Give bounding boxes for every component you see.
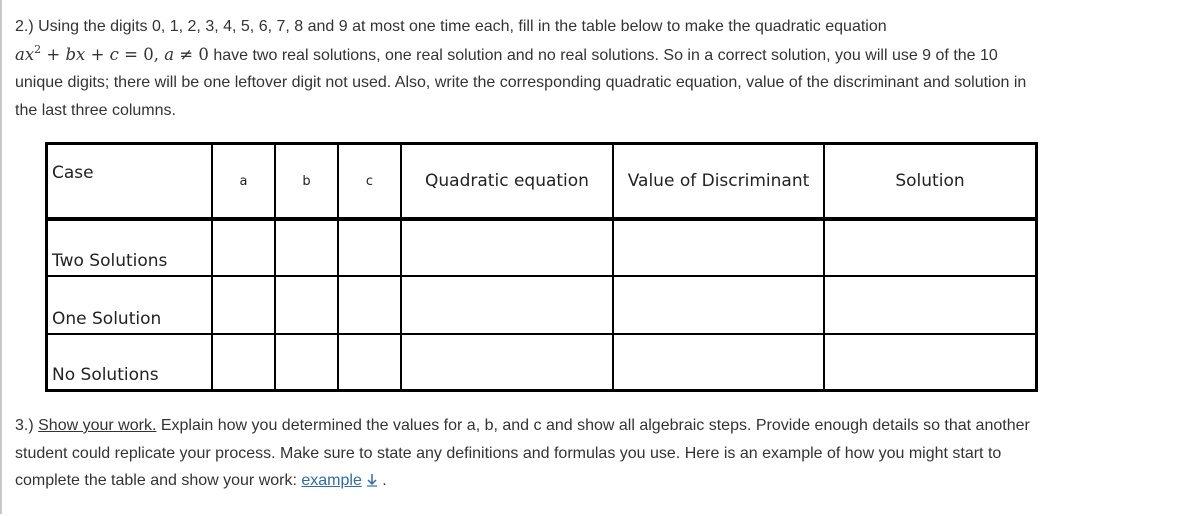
cell-c-none[interactable] — [338, 334, 401, 391]
question-2-line-4: the last three columns. — [15, 101, 176, 119]
question-3-line-3: complete the table and show your work: example . — [15, 467, 1175, 497]
cell-c-two[interactable] — [338, 219, 401, 276]
show-your-work-label: Show your work. — [38, 417, 157, 434]
row-case-one-solution: One Solution — [47, 276, 213, 334]
header-quadratic-equation: Quadratic equation — [401, 144, 613, 220]
cell-discriminant-two[interactable] — [613, 219, 824, 276]
cell-solution-none[interactable] — [824, 334, 1037, 391]
header-c: c — [338, 144, 401, 220]
cell-discriminant-none[interactable] — [613, 334, 824, 391]
question-3 — [15, 412, 1175, 497]
cell-c-one[interactable] — [338, 276, 401, 334]
header-a: a — [212, 144, 275, 220]
header-b: b — [275, 144, 338, 220]
header-case: Case — [47, 144, 213, 220]
question-3-line-2: student could replicate your process. Make sure to state any definitions and formulas you use. Here is an example of how you might start to — [15, 444, 1002, 462]
cut-off-next-line — [15, 504, 915, 516]
quadratic-formula: $ax^2$ + bx + c = 0, a ≠ 0 — [15, 42, 209, 64]
header-solution: Solution — [824, 144, 1037, 220]
example-link[interactable]: example — [301, 472, 362, 489]
answer-table — [45, 142, 1038, 392]
table-row — [47, 219, 1037, 276]
cell-solution-one[interactable] — [824, 276, 1037, 334]
download-arrow-icon[interactable] — [366, 469, 378, 497]
cell-a-two[interactable] — [212, 219, 275, 276]
row-case-two-solutions: Two Solutions — [47, 219, 213, 276]
header-discriminant: Value of Discriminant — [613, 144, 824, 220]
cell-a-one[interactable] — [212, 276, 275, 334]
cell-discriminant-one[interactable] — [613, 276, 824, 334]
row-case-no-solutions: No Solutions — [47, 334, 213, 391]
question-2-line-2: $ax^2$ + bx + c = 0, a ≠ 0 have two real solutions, one real solution and no real solutions. So in a correct solution, you will use 9 of the 10 — [15, 42, 998, 64]
cell-a-none[interactable] — [212, 334, 275, 391]
cell-b-none[interactable] — [275, 334, 338, 391]
table-row — [47, 276, 1037, 334]
question-2 — [15, 13, 1175, 124]
table-header-row — [47, 144, 1037, 220]
cell-b-two[interactable] — [275, 219, 338, 276]
question-2-line-3: unique digits; there will be one leftover digit not used. Also, write the corresponding quadratic equation, value of the discriminant and solution in — [15, 74, 1027, 91]
question-3-line-1: 3.) Show your work. Explain how you determined the values for a, b, and c and show all algebraic steps. Provide enough details so that another — [15, 417, 1030, 434]
cell-b-one[interactable] — [275, 276, 338, 334]
table-row — [47, 334, 1037, 391]
cell-equation-none[interactable] — [401, 334, 613, 391]
content-left-border — [0, 0, 2, 514]
cell-solution-two[interactable] — [824, 219, 1037, 276]
question-2-line-1: 2.) Using the digits 0, 1, 2, 3, 4, 5, 6, 7, 8 and 9 at most one time each, fill in the table below to make the quadratic equation — [15, 18, 887, 35]
cell-equation-one[interactable] — [401, 276, 613, 334]
cell-equation-two[interactable] — [401, 219, 613, 276]
